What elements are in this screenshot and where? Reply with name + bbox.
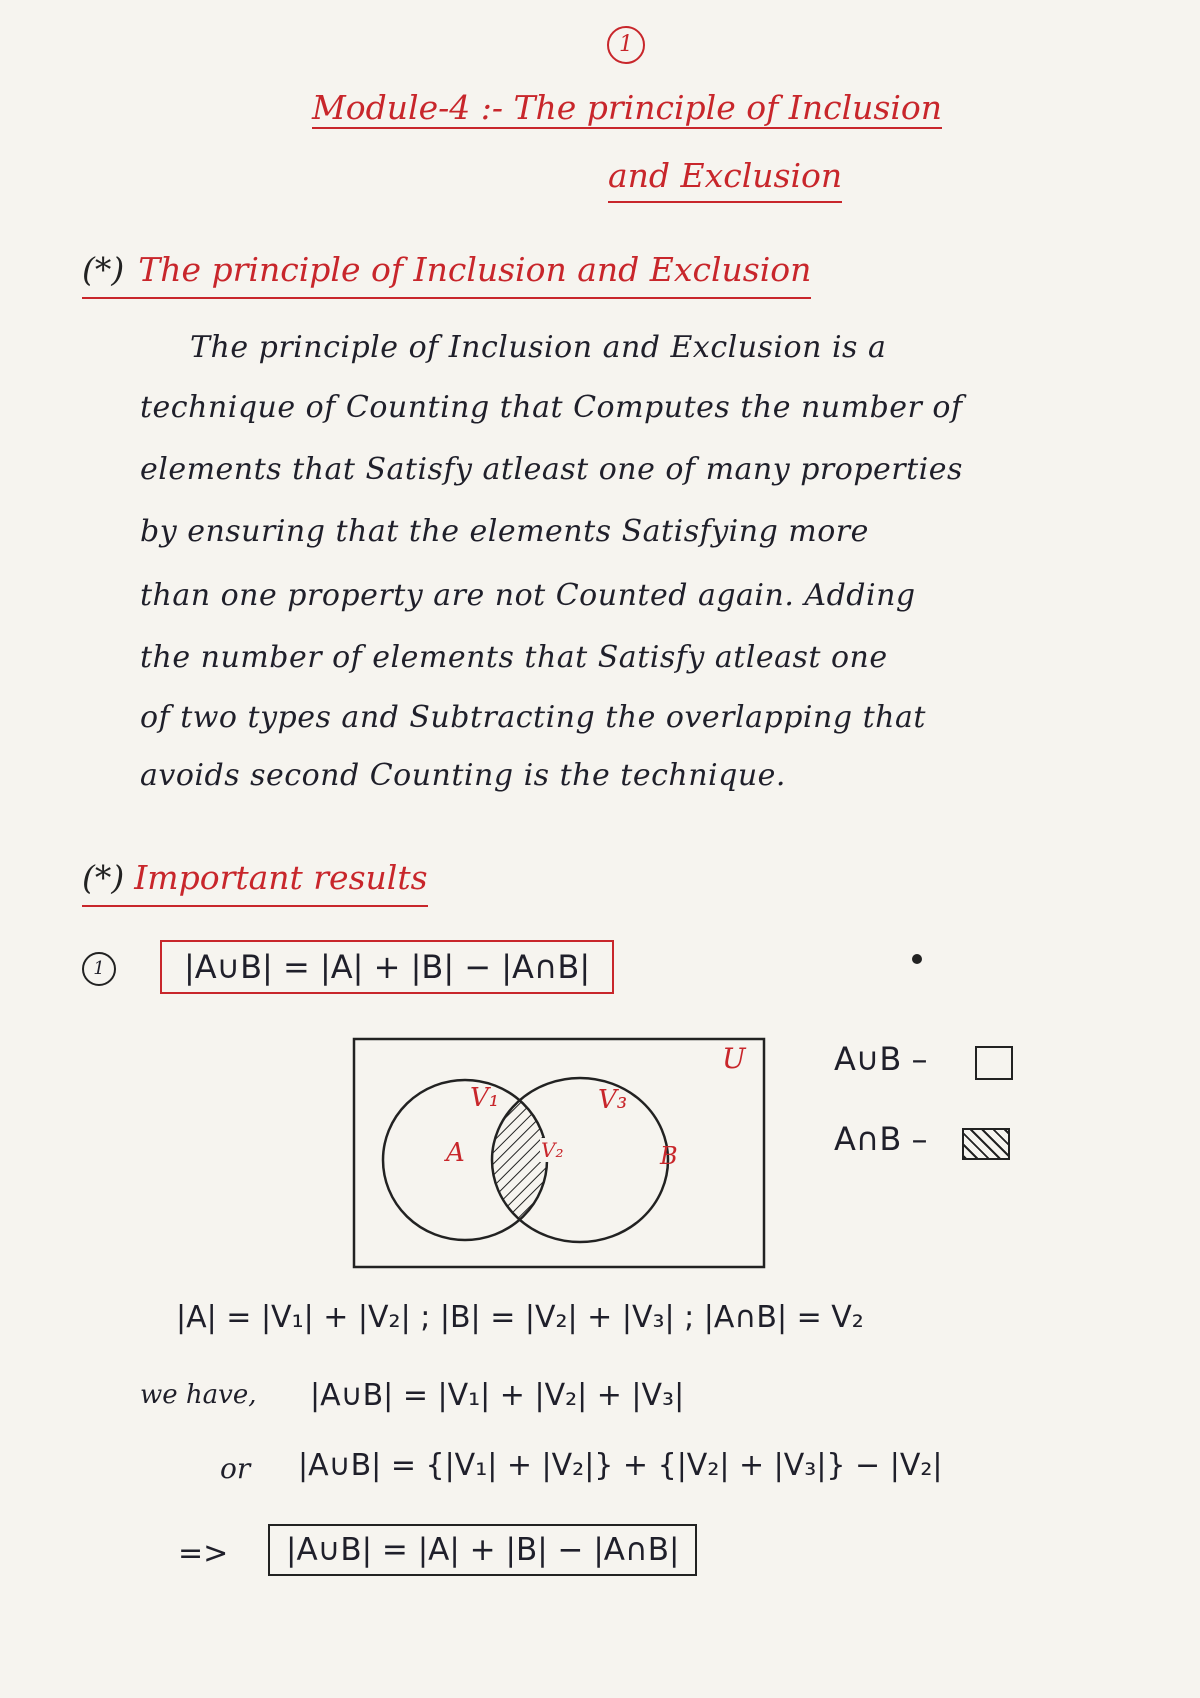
derivation-line-3: |A∪B| = {|V₁| + |V₂|} + {|V₂| + |V₃|} − |V₂|	[298, 1448, 943, 1483]
region-3-label: V₃	[598, 1085, 628, 1115]
section-1-title: The principle of Inclusion and Exclusion	[138, 250, 812, 289]
legend-intersection-label: A∩B –	[834, 1120, 928, 1158]
legend-intersection-swatch	[962, 1128, 1010, 1160]
derivation-line-1: |A| = |V₁| + |V₂| ; |B| = |V₂| + |V₃| ; |A∩B| = V₂	[176, 1300, 864, 1335]
derivation-line-3-prefix: or	[220, 1452, 251, 1485]
final-formula-box	[268, 1524, 697, 1576]
paragraph-line-2: technique of Counting that Computes the number of	[140, 390, 963, 425]
section-2-title: Important results	[134, 858, 428, 897]
paragraph-line-4: by ensuring that the elements Satisfying more	[140, 514, 869, 549]
legend-union-label: A∪B –	[834, 1040, 928, 1078]
paragraph-line-7: of two types and Subtracting the overlapping that	[140, 700, 926, 735]
result-1-formula: |A∪B| = |A| + |B| − |A∩B|	[184, 948, 591, 986]
paragraph-line-5: than one property are not Counted again. Adding	[140, 578, 916, 613]
page-title-line-2: and Exclusion	[608, 156, 842, 203]
final-formula: |A∪B| = |A| + |B| − |A∩B|	[286, 1532, 680, 1568]
paragraph-line-6: the number of elements that Satisfy atleast one	[140, 640, 888, 675]
legend-union-swatch	[975, 1046, 1013, 1080]
region-2-label: V₂	[541, 1138, 564, 1162]
universe-label: U	[722, 1042, 746, 1075]
derivation-line-2-prefix: we have,	[140, 1380, 257, 1410]
set-b-label: B	[660, 1142, 678, 1170]
derivation-line-2: |A∪B| = |V₁| + |V₂| + |V₃|	[310, 1378, 685, 1413]
paragraph-line-8: avoids second Counting is the technique.	[140, 758, 786, 793]
implies-arrow: =>	[178, 1536, 229, 1571]
result-number: 1	[82, 952, 116, 986]
paragraph-line-3: elements that Satisfy atleast one of many properties	[140, 452, 963, 487]
section-2-bullet: (*)	[82, 858, 125, 897]
region-1-label: V₁	[470, 1083, 500, 1113]
ink-dot	[912, 954, 922, 964]
page-number: 1	[607, 26, 645, 64]
set-a-label: A	[446, 1138, 465, 1168]
paragraph-line-1: The principle of Inclusion and Exclusion is a	[190, 330, 887, 365]
page-title-line-1: Module-4 :- The principle of Inclusion	[312, 88, 942, 127]
section-2-heading	[82, 858, 428, 907]
section-1-bullet: (*)	[82, 250, 125, 289]
result-1-formula-box	[160, 940, 614, 994]
section-1-heading	[82, 250, 811, 299]
